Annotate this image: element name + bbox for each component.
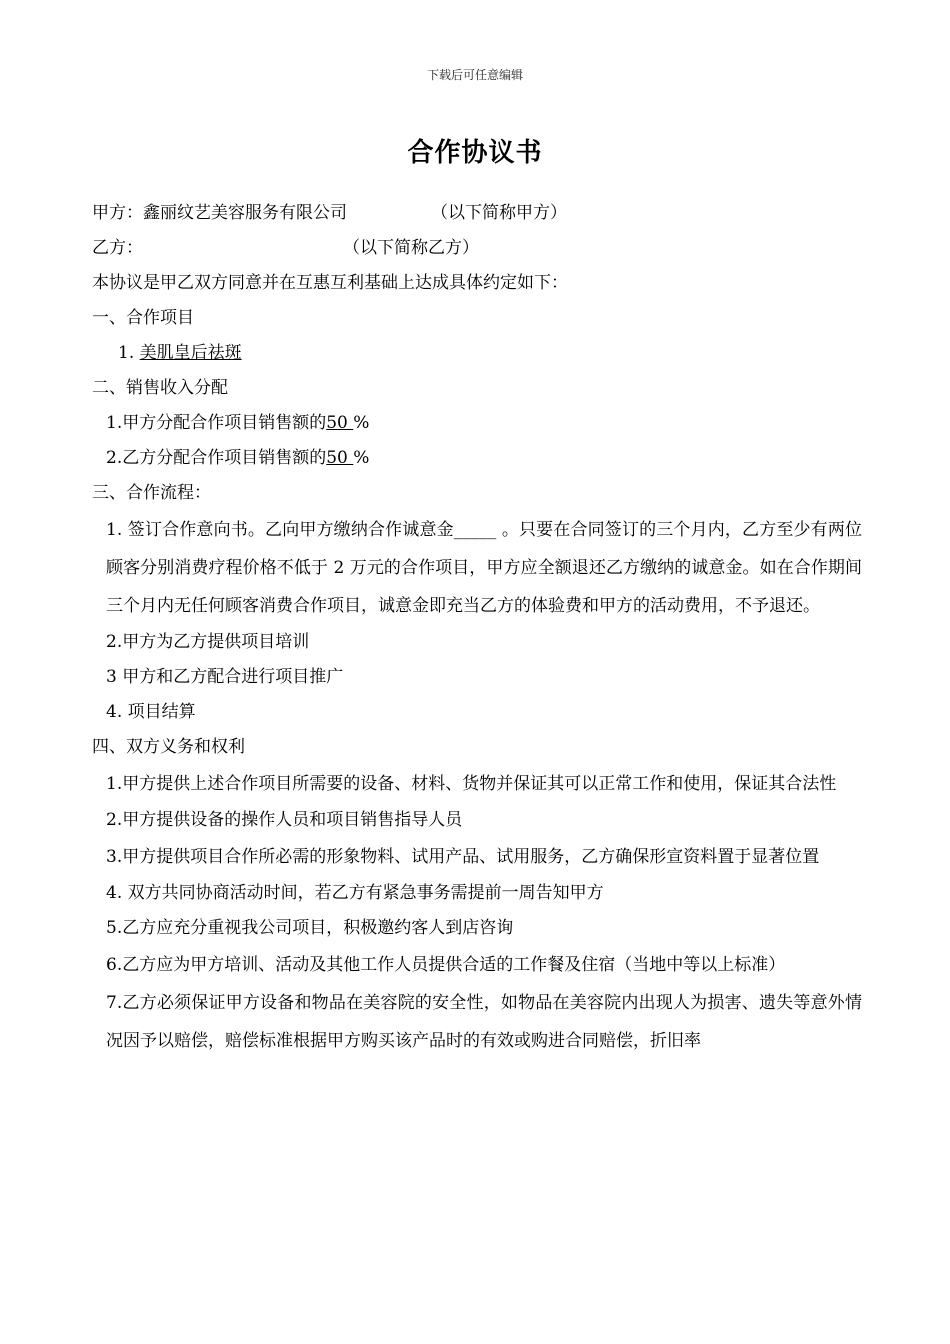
party-a-alias: （以下简称甲方）	[431, 203, 567, 223]
section-1-item	[92, 336, 862, 371]
section-2-item-a-unit: %	[353, 413, 370, 433]
section-1-item-name: 美肌皇后祛斑	[139, 343, 242, 363]
section-2-heading: 二、销售收入分配	[92, 378, 228, 398]
party-a-name: 鑫丽纹艺美容服务有限公司	[143, 203, 347, 223]
section-3-paragraph-3: 3 甲方和乙方配合进行项目推广	[106, 667, 344, 687]
intro-text: 本协议是甲乙双方同意并在互惠互利基础上达成具体约定如下：	[92, 273, 568, 293]
section-2-item-a	[92, 406, 862, 441]
party-b-line	[92, 231, 862, 266]
section-2-item-b-value: 50	[326, 448, 354, 468]
section-4-paragraph-2: 2.甲方提供设备的操作人员和项目销售指导人员	[106, 810, 463, 830]
section-4-paragraph-6: 6.乙方应为甲方培训、活动及其他工作人员提供合适的工作餐及住宿（当地中等以上标准）	[106, 955, 786, 975]
section-2-item-a-text: 1.甲方分配合作项目销售额的	[106, 413, 327, 433]
section-4-paragraph-4: 4. 双方共同协商活动时间，若乙方有紧急事务需提前一周告知甲方	[106, 883, 604, 903]
document-body	[92, 196, 862, 1060]
section-2-item-b	[92, 441, 862, 476]
section-3-paragraph-4: 4. 项目结算	[106, 702, 196, 722]
section-3-heading: 三、合作流程：	[92, 483, 211, 503]
section-2-item-b-text: 2.乙方分配合作项目销售额的	[106, 448, 327, 468]
section-2-item-b-unit: %	[353, 448, 370, 468]
section-1-item-number: 1.	[118, 343, 140, 363]
document-title: 合作协议书	[407, 138, 543, 168]
section-4-paragraph-5: 5.乙方应充分重视我公司项目，积极邀约客人到店咨询	[106, 918, 514, 938]
section-3-paragraph-2: 2.甲方为乙方提供项目培训	[106, 632, 310, 652]
section-4-paragraph-7: 7.乙方必须保证甲方设备和物品在美容院的安全性，如物品在美容院内出现人为损害、遗失等意外情况因予以赔偿，赔偿标准根据甲方购买该产品时的有效或购进合同赔偿，折旧率	[106, 993, 862, 1051]
party-a-label: 甲方：	[92, 203, 143, 223]
party-b-alias: （以下简称乙方）	[343, 238, 479, 258]
section-4-paragraph-3: 3.甲方提供项目合作所必需的形象物料、试用产品、试用服务，乙方确保形宣资料置于显著位置	[106, 847, 820, 867]
section-2-item-a-value: 50	[326, 413, 354, 433]
section-3-paragraph-1: 1. 签订合作意向书。乙向甲方缴纳合作诚意金_____ 。只要在合同签订的三个月内，乙方至少有两位顾客分别消费疗程价格不低于 2 万元的合作项目，甲方应全额退还乙方缴纳的诚意金。如在合作期间三个月内无任何顾客消费合作项目，诚意金即充当乙方的体验费和甲方的活动费用，不予退还。	[106, 520, 862, 616]
party-a-line	[92, 196, 862, 231]
section-4-paragraph-1: 1.甲方提供上述合作项目所需要的设备、材料、货物并保证其可以正常工作和使用，保证其合法性	[106, 774, 837, 794]
party-b-label: 乙方：	[92, 238, 143, 258]
section-4-heading: 四、双方义务和权利	[92, 737, 245, 757]
section-1-heading: 一、合作项目	[92, 308, 194, 328]
header-note: 下载后可任意编辑	[426, 68, 523, 82]
